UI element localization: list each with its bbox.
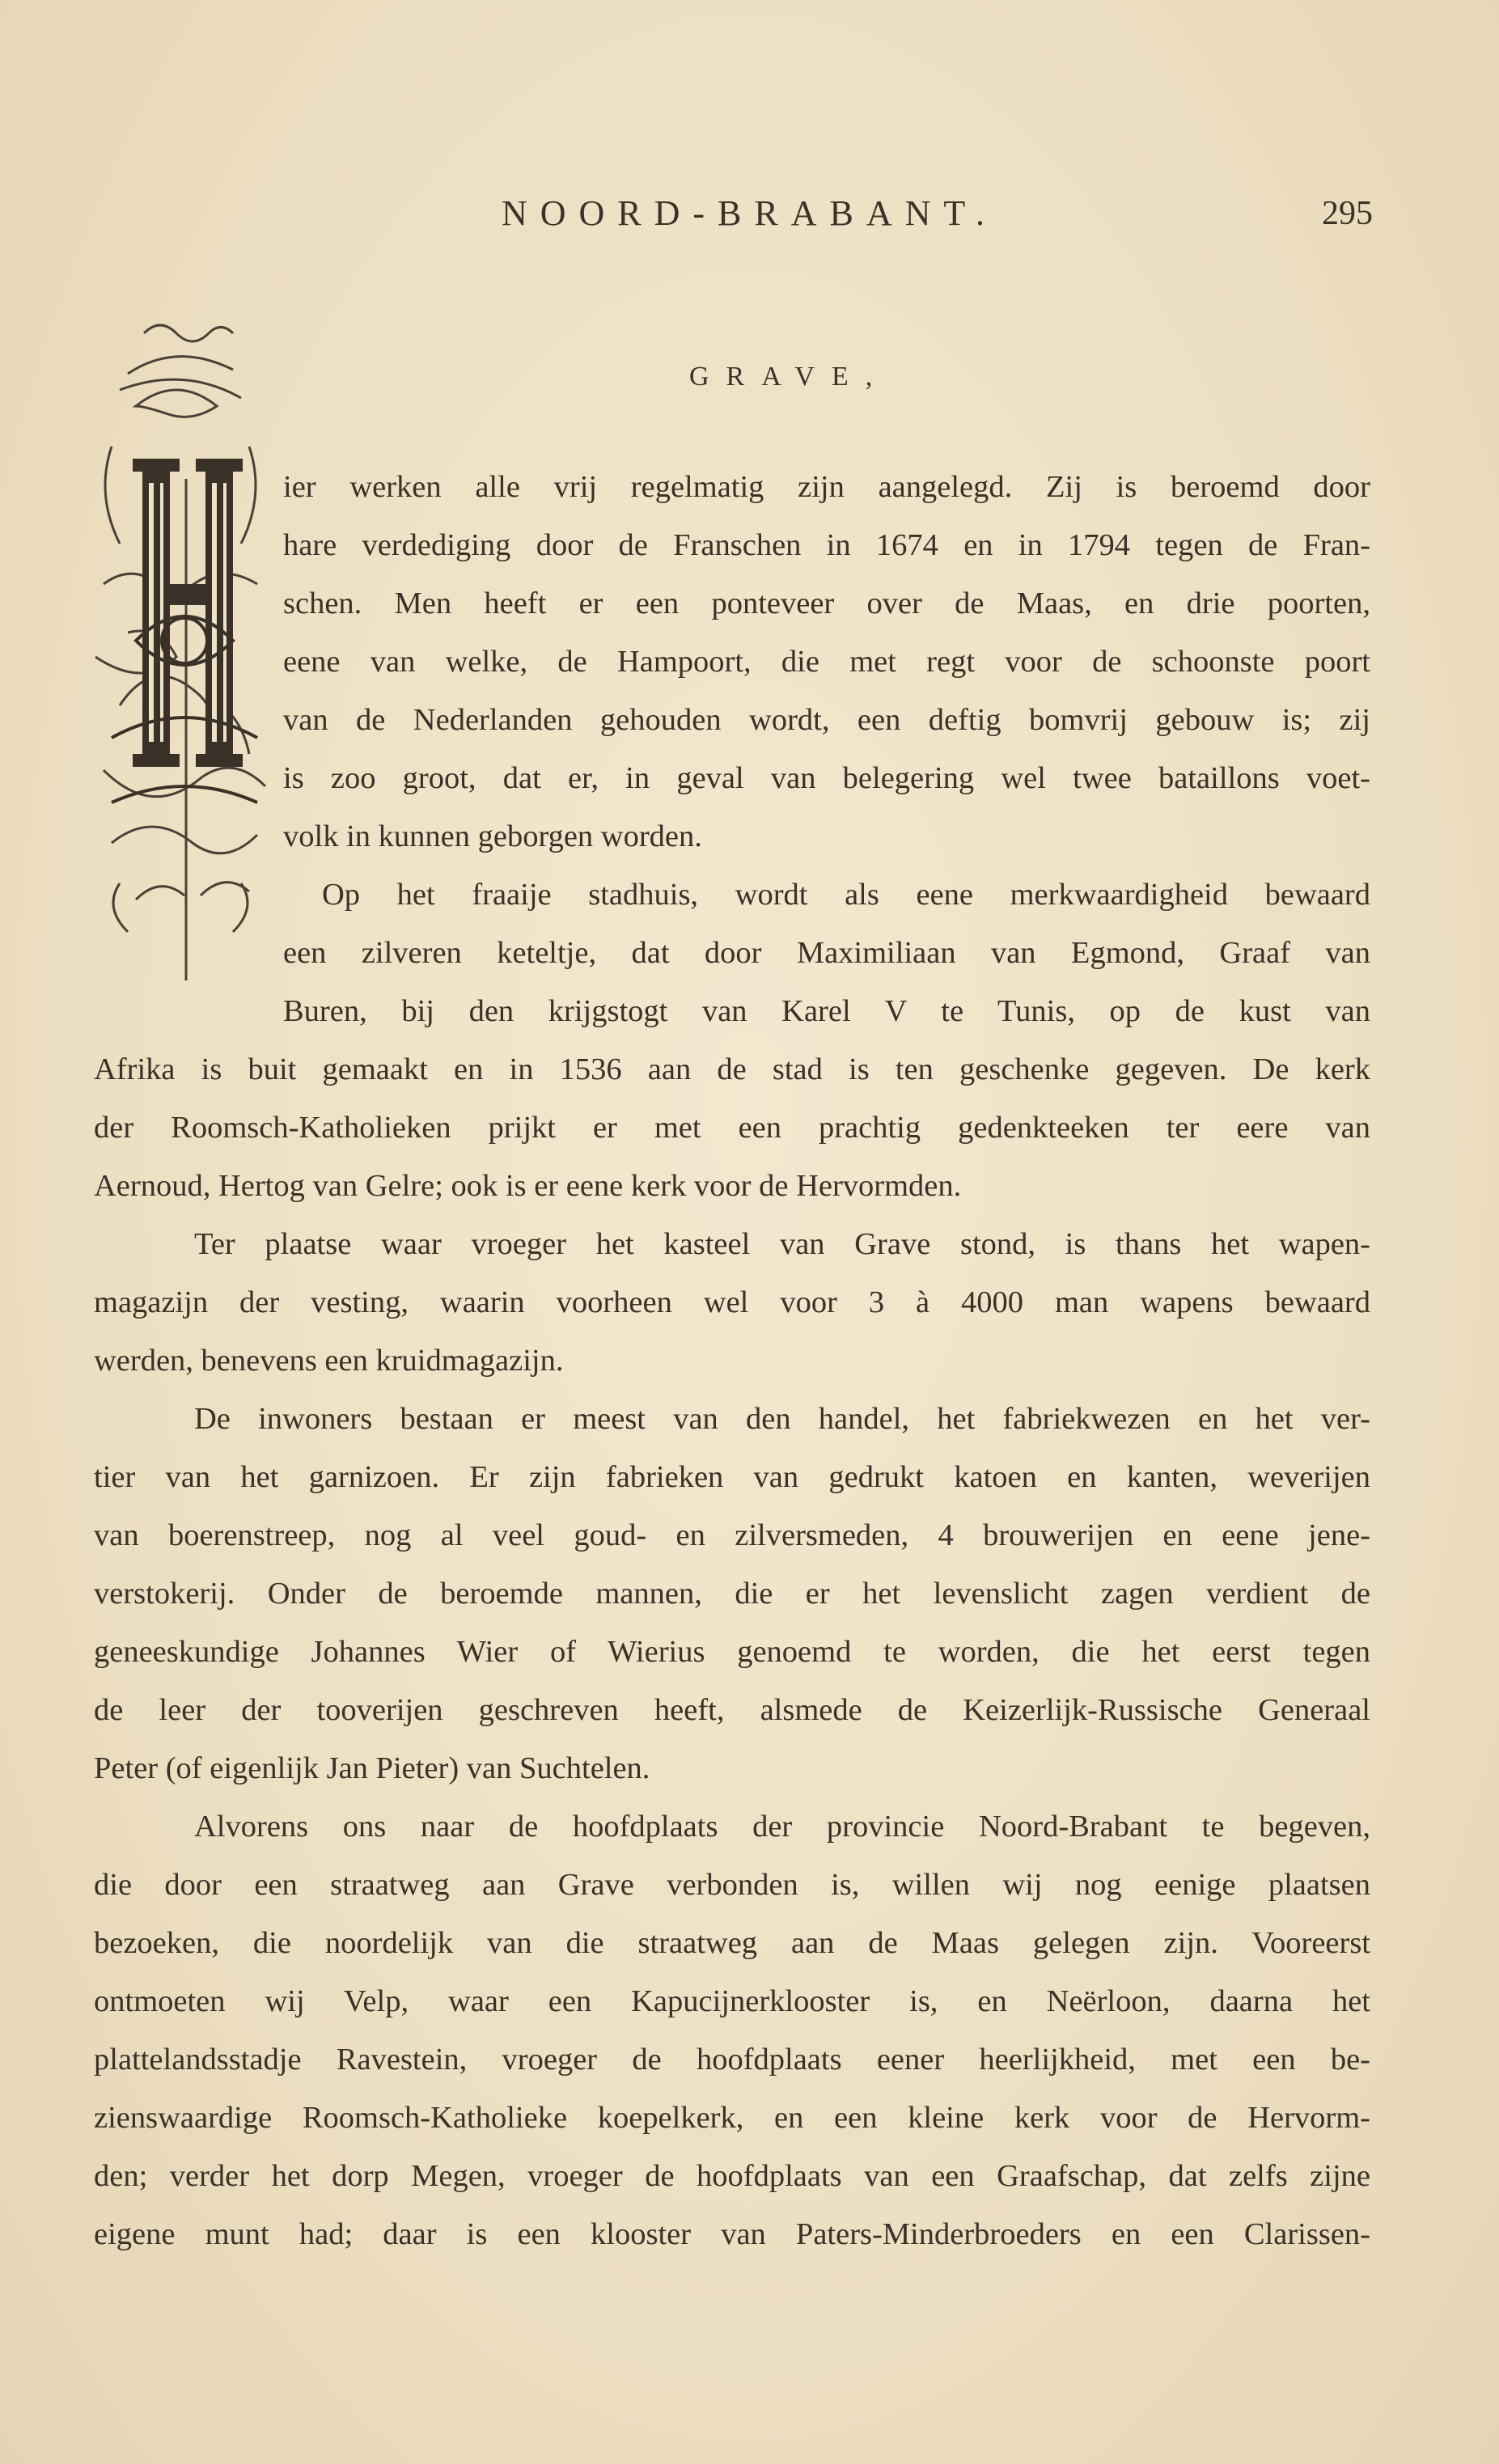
text-line: van de Nederlanden gehouden wordt, een deftig bomvrij gebouw is; zij	[283, 703, 1370, 737]
text-line: Afrika is buit gemaakt en in 1536 aan de stad is ten geschenke gegeven. De kerk	[94, 1052, 1370, 1086]
text-line: Aernoud, Hertog van Gelre; ook is er eene kerk voor de Hervormden.	[94, 1169, 962, 1203]
text-line: den; verder het dorp Megen, vroeger de hoofdplaats van een Graafschap, dat zelfs zijne	[94, 2159, 1370, 2193]
text-line: geneeskundige Johannes Wier of Wierius genoemd te worden, die het eerst tegen	[94, 1635, 1370, 1669]
text-line: Alvorens ons naar de hoofdplaats der provincie Noord-Brabant te begeven,	[194, 1810, 1370, 1844]
text-line: van boerenstreep, nog al veel goud- en zilversmeden, 4 brouwerijen en eene jene-	[94, 1518, 1370, 1552]
text-line: De inwoners bestaan er meest van den handel, het fabriekwezen en het ver-	[194, 1402, 1370, 1436]
text-line: werden, benevens een kruidmagazijn.	[94, 1344, 564, 1378]
text-line: schen. Men heeft er een ponteveer over de Maas, en drie poorten,	[283, 586, 1370, 620]
text-line: Op het fraaije stadhuis, wordt als eene merkwaardigheid bewaard	[322, 878, 1370, 912]
text-line: ontmoeten wij Velp, waar een Kapucijnerklooster is, en Neërloon, daarna het	[94, 1984, 1370, 2018]
section-title: GRAVE,	[689, 362, 890, 392]
text-line: eene van welke, de Hampoort, die met regt voor de schoonste poort	[283, 645, 1370, 679]
text-line: is zoo groot, dat er, in geval van belegering wel twee bataillons voet-	[283, 761, 1370, 795]
text-line: eigene munt had; daar is een klooster van Paters-Minderbroeders en een Clarissen-	[94, 2217, 1370, 2251]
text-line: ier werken alle vrij regelmatig zijn aangelegd. Zij is beroemd door	[283, 470, 1370, 504]
text-line: zienswaardige Roomsch-Katholieke koepelkerk, en een kleine kerk voor de Hervorm-	[94, 2101, 1370, 2135]
text-line: Buren, bij den krijgstogt van Karel V te Tunis, op de kust van	[283, 994, 1370, 1028]
text-line: hare verdediging door de Franschen in 1674 en in 1794 tegen de Fran-	[283, 528, 1370, 562]
text-line: plattelandsstadje Ravestein, vroeger de hoofdplaats eener heerlijkheid, met een be-	[94, 2043, 1370, 2077]
text-line: Peter (of eigenlijk Jan Pieter) van Suchtelen.	[94, 1751, 650, 1785]
text-line: de leer der tooverijen geschreven heeft, alsmede de Keizerlijk-Russische Generaal	[94, 1693, 1370, 1727]
text-line: verstokerij. Onder de beroemde mannen, die er het levenslicht zagen verdient de	[94, 1577, 1370, 1611]
text-line: tier van het garnizoen. Er zijn fabrieken van gedrukt katoen en kanten, weverijen	[94, 1460, 1370, 1494]
text-line: bezoeken, die noordelijk van die straatweg aan de Maas gelegen zijn. Vooreerst	[94, 1926, 1370, 1960]
page-number: 295	[1322, 195, 1373, 232]
text-line: die door een straatweg aan Grave verbonden is, willen wij nog eenige plaatsen	[94, 1868, 1370, 1902]
text-line: der Roomsch-Katholieken prijkt er met een prachtig gedenkteeken ter eere van	[94, 1111, 1370, 1145]
running-title: NOORD-BRABANT.	[501, 193, 998, 233]
text-line: magazijn der vesting, waarin voorheen wel voor 3 à 4000 man wapens bewaard	[94, 1285, 1370, 1319]
text-line: volk in kunnen geborgen worden.	[283, 819, 702, 853]
ornamental-initial-h-icon	[87, 317, 275, 980]
text-line: een zilveren keteltje, dat door Maximiliaan van Egmond, Graaf van	[283, 936, 1370, 970]
text-line: Ter plaatse waar vroeger het kasteel van Grave stond, is thans het wapen-	[194, 1227, 1370, 1261]
